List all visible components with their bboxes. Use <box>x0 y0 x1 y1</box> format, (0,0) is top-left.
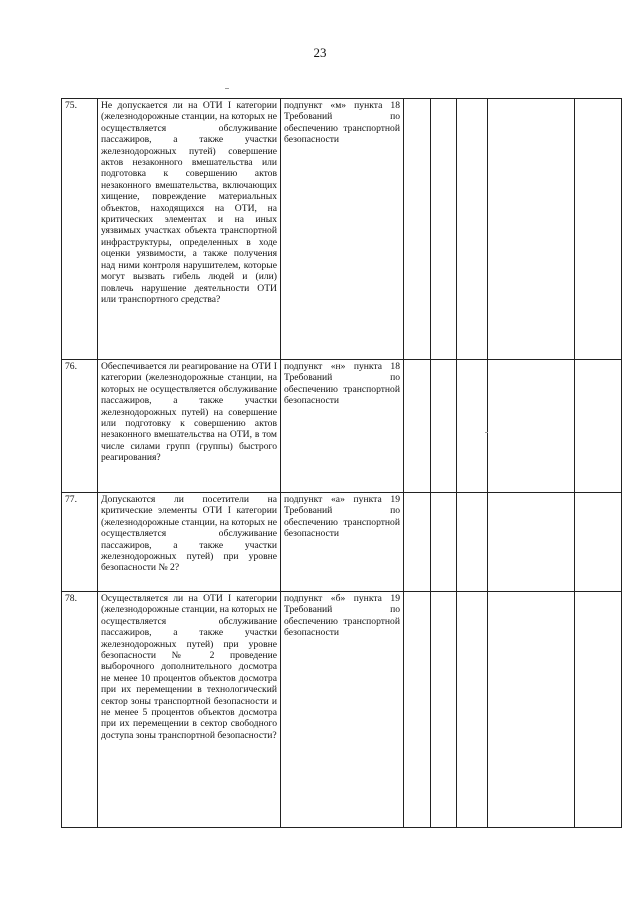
legal-reference: подпункт «н» пункта 18 Требований по обеспечению транспортной безопасности <box>281 360 404 493</box>
scan-mark <box>225 88 229 89</box>
empty-cell <box>488 360 575 493</box>
scan-mark <box>485 432 488 433</box>
empty-cell <box>457 360 488 493</box>
empty-cell <box>575 99 622 360</box>
table-row <box>62 99 622 360</box>
row-number: 76. <box>62 360 98 493</box>
empty-cell <box>457 99 488 360</box>
question-text: Осуществляется ли на ОТИ I категории (железнодорожные станции, на которых не осуществляется обслуживание пассажиров, а также участки железнодорожных путей) при уровне безопасности № 2 проведение выборочного дополнительного досмотра не менее 10 процентов объектов досмотра при их перемещении в технологический сектор зоны транспортной безопасности и не менее 5 процентов объектов досмотра при их перемещении в сектор свободного доступа зоны транспортной безопасности? <box>98 592 281 828</box>
empty-cell <box>431 99 457 360</box>
empty-cell <box>457 592 488 828</box>
empty-cell <box>404 493 431 592</box>
empty-cell <box>457 493 488 592</box>
empty-cell <box>575 493 622 592</box>
question-text: Не допускается ли на ОТИ I категории (железнодорожные станции, на которых не осуществляется обслуживание пассажиров, а также участки железнодорожных путей) совершение актов незаконного вмешательства или подготовка к совершению актов незаконного вмешательства, включающих хищение, повреждение материальных объектов, находящихся на ОТИ, на критических элементах и на иных уязвимых участках объекта транспортной инфраструктуры, определенных в ходе оценки уязвимости, а также получения над ними контроля нарушителем, которые могут вызвать гибель людей и (или) повлечь нарушение деятельности ОТИ или транспортного средства? <box>98 99 281 360</box>
row-number: 77. <box>62 493 98 592</box>
empty-cell <box>488 99 575 360</box>
question-text: Обеспечивается ли реагирование на ОТИ I категории (железнодорожные станции, на которых не осуществляется обслуживание пассажиров, а также участки железнодорожных путей) на совершение или подготовку к совершению актов незаконного вмешательства на ОТИ, в том числе силами групп (группы) быстрого реагирования? <box>98 360 281 493</box>
empty-cell <box>431 592 457 828</box>
legal-reference: подпункт «м» пункта 18 Требований по обеспечению транспортной безопасности <box>281 99 404 360</box>
empty-cell <box>488 493 575 592</box>
page-number: 23 <box>313 45 327 60</box>
empty-cell <box>575 592 622 828</box>
legal-reference: подпункт «а» пункта 19 Требований по обеспечению транспортной безопасности <box>281 493 404 592</box>
row-number: 78. <box>62 592 98 828</box>
empty-cell <box>431 360 457 493</box>
empty-cell <box>431 493 457 592</box>
empty-cell <box>488 592 575 828</box>
empty-cell <box>575 360 622 493</box>
question-text: Допускаются ли посетители на критические элементы ОТИ I категории (железнодорожные станции, на которых не осуществляется обслуживание пассажиров, а также участки железнодорожных путей) при уровне безопасности № 2? <box>98 493 281 592</box>
empty-cell <box>404 99 431 360</box>
table-row <box>62 592 622 828</box>
empty-cell <box>404 360 431 493</box>
empty-cell <box>404 592 431 828</box>
row-number: 75. <box>62 99 98 360</box>
table-row <box>62 493 622 592</box>
legal-reference: подпункт «б» пункта 19 Требований по обеспечению транспортной безопасности <box>281 592 404 828</box>
table-row <box>62 360 622 493</box>
checklist-table <box>61 98 622 828</box>
